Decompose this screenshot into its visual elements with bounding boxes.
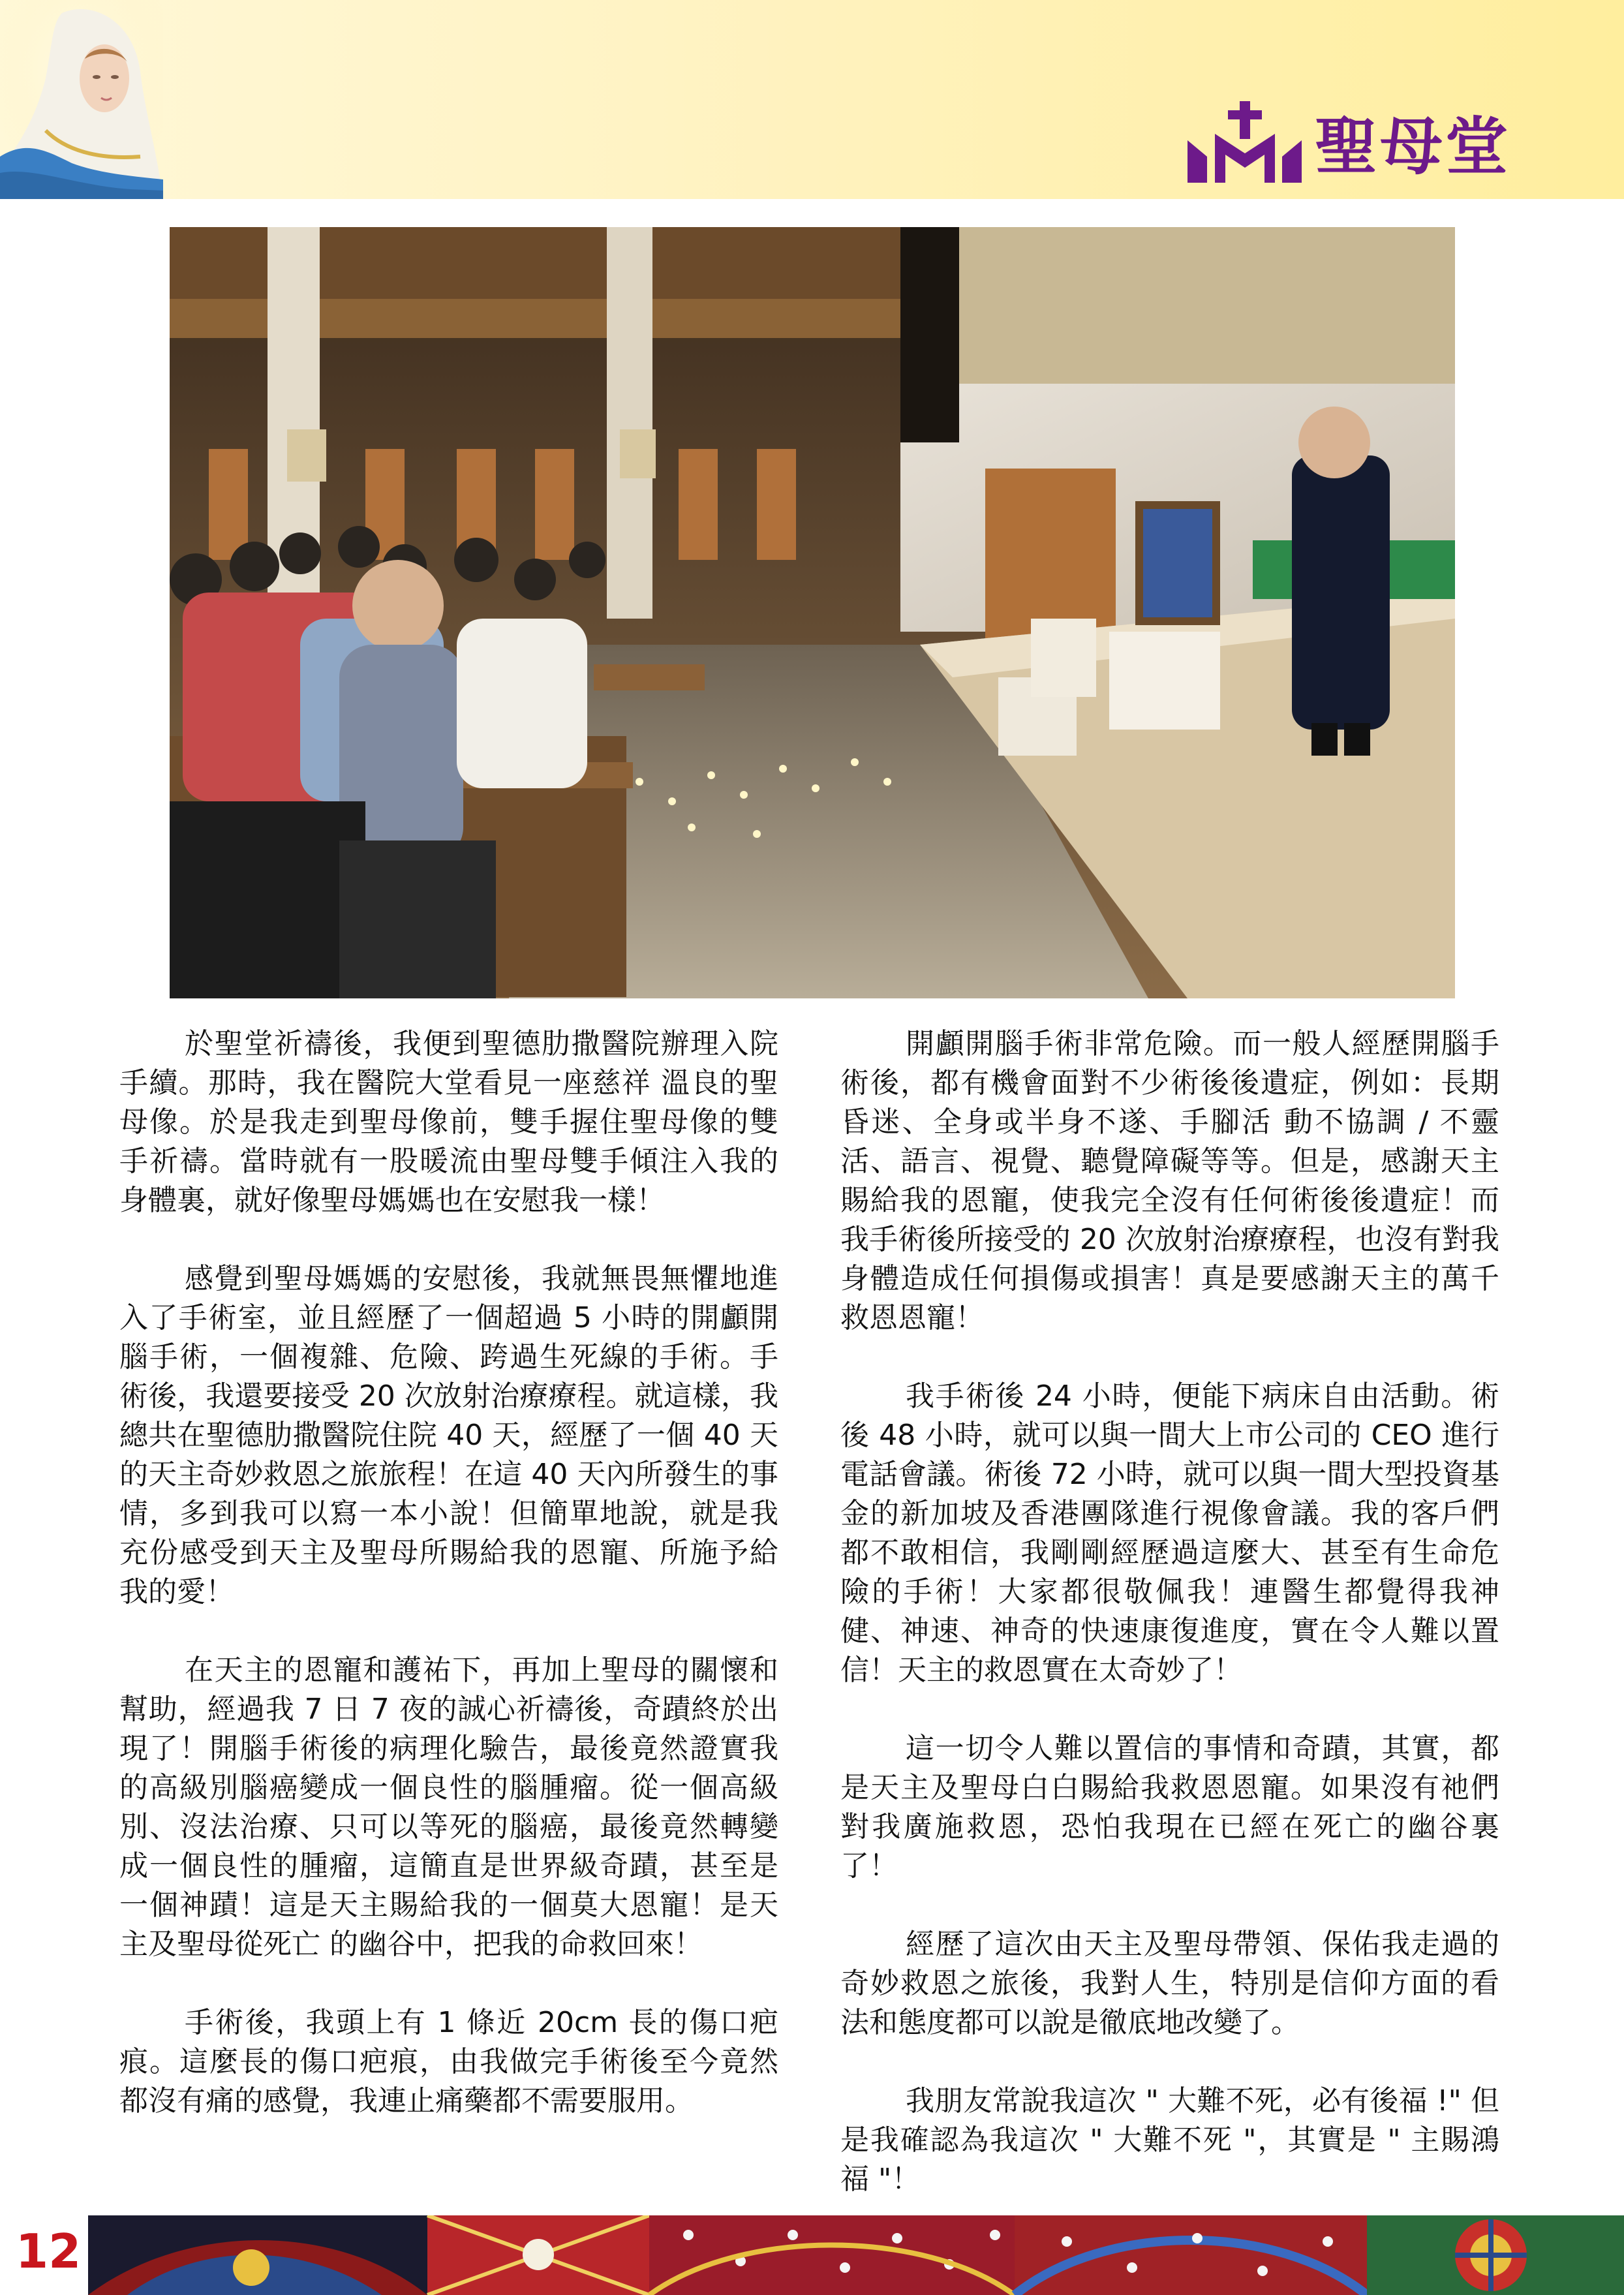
stained-glass-window (88, 2215, 1624, 2295)
article-left-column (119, 1024, 778, 2160)
paragraph: 於聖堂祈禱後，我便到聖德肋撒醫院辦理入院手續。那時，我在醫院大堂看見一座慈祥 溫良的聖母像。於是我走到聖母像前，雙手握住聖母像的雙手祈禱。當時就有一股暖流由聖母雙手傾注入我的身體裏，就好像聖母媽媽也在安慰我一樣！ (119, 1027, 778, 1217)
paragraph: 感覺到聖母媽媽的安慰後，我就無畏無懼地進入了手術室，並且經歷了一個超過 5 小時的開顱開腦手術，一個複雜、危險、跨過生死線的手術。手術後，我還要接受 20 次放射治療療程。就這樣，我總共在聖德肋撒醫院住院 40 天，經歷了一個 40 天的天主奇妙救恩之旅旅程！在這 40 天內所發生的事情，多到我可以寫一本小說！但簡單地說，就是我充份感受到天主及聖母所賜給我的恩寵、所施予給我的愛！ (119, 1262, 778, 1609)
paragraph: 在天主的恩寵和護祐下，再加上聖母的關懷和幫助，經過我 7 日 7 夜的誠心祈禱後，奇蹟終於出現了！開腦手術後的病理化驗告，最後竟然證實我的高級別腦癌變成一個良性的腦腫瘤。從一個高級別、沒法治療、只可以等死的腦癌，最後竟然轉變成一個良性的腫瘤，這簡直是世界級奇蹟，甚至是一個神蹟！這是天主賜給我的一個莫大恩寵！是天主及聖母從死亡 的幽谷中，把我的命救回來！ (119, 1654, 778, 1961)
parish-name: 聖母堂 (1315, 110, 1510, 183)
paragraph: 經歷了這次由天主及聖母帶領、保佑我走過的奇妙救恩之旅後，我對人生，特別是信仰方面的看法和態度都可以說是徹底地改變了。 (840, 1928, 1499, 2039)
page-number: 12 (16, 2224, 82, 2279)
paragraph: 手術後，我頭上有 1 條近 20cm 長的傷口疤痕。這麼長的傷口疤痕，由我做完手術後至今竟然都沒有痛的感覺，我連止痛藥都不需要服用。 (119, 2006, 778, 2118)
church-sharing-photo (170, 227, 1455, 998)
article-right-column (840, 1024, 1499, 2238)
paragraph: 我朋友常說我這次 " 大難不死，必有後福 !" 但是我確認為我這次 " 大難不死 "，其實是 " 主賜鴻福 "！ (840, 2084, 1499, 2196)
paragraph: 這一切令人難以置信的事情和奇蹟，其實，都是天主及聖母白白賜給我救恩恩寵。如果沒有祂們對我廣施救恩，恐怕我現在已經在死亡的幽谷裏了！ (840, 1732, 1499, 1883)
virgin-mary-statue (0, 0, 163, 199)
church-cross-logo-icon (1187, 101, 1302, 183)
page-header (0, 0, 1624, 199)
paragraph: 我手術後 24 小時，便能下病床自由活動。術後 48 小時，就可以與一間大上市公司的 CEO 進行電話會議。術後 72 小時，就可以與一間大型投資基金的新加坡及香港團隊進行視像會議。我的客戶們都不敢相信，我剛剛經歷過這麼大、甚至有生命危險的手術！大家都很敬佩我！連醫生都覺得我神健、神速、神奇的快速康復進度，實在令人難以置信！天主的救恩實在太奇妙了！ (840, 1379, 1499, 1687)
paragraph: 開顱開腦手術非常危險。而一般人經歷開腦手術後，都有機會面對不少術後後遺症，例如：長期昏迷、全身或半身不遂、手腳活 動不協調 / 不靈活、語言、視覺、聽覺障礙等等。但是，感謝天主賜給我的恩寵，使我完全沒有任何術後後遺症！而我手術後所接受的 20 次放射治療療程，也沒有對我身體造成任何損傷或損害！真是要感謝天主的萬千救恩恩寵！ (840, 1027, 1499, 1334)
